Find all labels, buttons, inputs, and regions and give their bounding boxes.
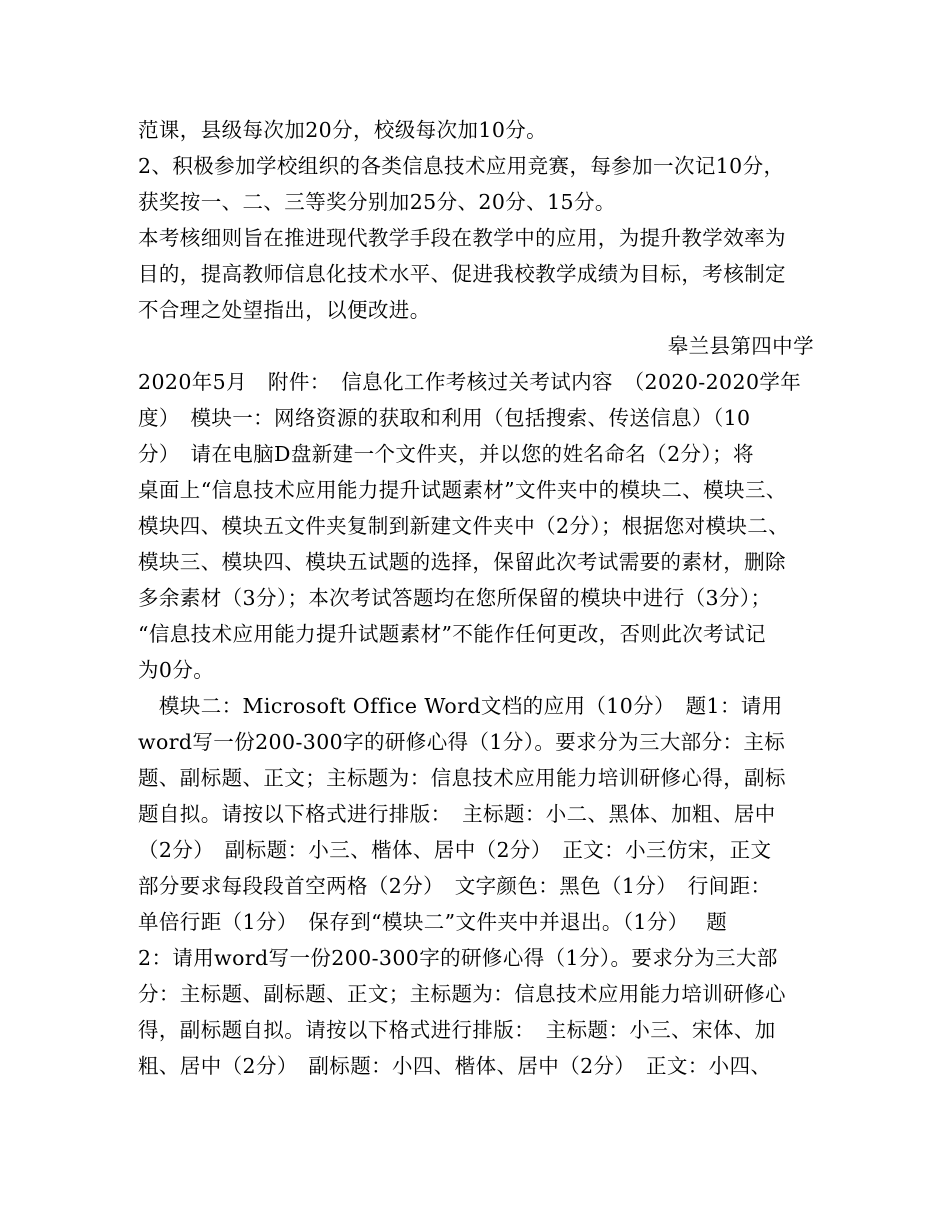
text-line: （2分） 副标题：小三、楷体、居中（2分） 正文：小三仿宋，正文 [138, 838, 772, 862]
text-line: 为0分。 [138, 658, 215, 682]
text-line: 单倍行距（1分） 保存到“模块二”文件夹中并退出。（1分） 题 [138, 910, 728, 934]
text-line: “信息技术应用能力提升试题素材”不能作任何更改，否则此次考试记 [138, 622, 766, 646]
text-line: word写一份200-300字的研修心得（1分）。要求分为三大部分：主标 [138, 730, 786, 754]
text-line: 部分要求每段段首空两格（2分） 文字颜色：黑色（1分） 行间距： [138, 874, 772, 898]
signature-school: 皋兰县第四中学 [667, 334, 814, 358]
document-page [138, 112, 814, 1084]
text-line: 2、积极参加学校组织的各类信息技术应用竞赛，每参加一次记10分， [138, 154, 785, 178]
text-line: 本考核细则旨在推进现代教学手段在教学中的应用，为提升教学效率为 [138, 226, 786, 250]
text-line: 题、副标题、正文；主标题为：信息技术应用能力培训研修心得，副标 [138, 766, 786, 790]
text-line: 题自拟。请按以下格式进行排版： 主标题：小二、黑体、加粗、居中 [138, 802, 776, 826]
text-line: 模块三、模块四、模块五试题的选择，保留此次考试需要的素材，删除 [138, 550, 786, 574]
text-line: 范课，县级每次加20分，校级每次加10分。 [138, 118, 548, 142]
text-line: 2020年5月 附件： 信息化工作考核过关考试内容 （2020-2020学年 [138, 370, 802, 394]
text-line: 获奖按一、二、三等奖分别加25分、20分、15分。 [138, 190, 616, 214]
text-line: 目的，提高教师信息化技术水平、促进我校教学成绩为目标，考核制定 [138, 262, 786, 286]
text-line: 度） 模块一：网络资源的获取和利用（包括搜索、传送信息）（10 [138, 406, 751, 430]
text-line: 2：请用word写一份200-300字的研修心得（1分）。要求分为三大部 [138, 946, 778, 970]
text-line: 多余素材（3分）；本次考试答题均在您所保留的模块中进行（3分）； [138, 586, 772, 610]
text-line: 桌面上“信息技术应用能力提升试题素材”文件夹中的模块二、模块三、 [138, 478, 787, 502]
text-line: 得，副标题自拟。请按以下格式进行排版： 主标题：小三、宋体、加 [138, 1018, 776, 1042]
text-line: 模块四、模块五文件夹复制到新建文件夹中（2分）；根据您对模块二、 [138, 514, 790, 538]
text-line: 分） 请在电脑D盘新建一个文件夹，并以您的姓名命名（2分）；将 [138, 442, 754, 466]
text-line: 不合理之处望指出，以便改进。 [138, 298, 431, 322]
text-line: 模块二：Microsoft Office Word文档的应用（10分） 题1：请用 [138, 694, 783, 718]
text-line: 粗、居中（2分） 副标题：小四、楷体、居中（2分） 正文：小四、 [138, 1054, 772, 1078]
text-line: 分：主标题、副标题、正文；主标题为：信息技术应用能力培训研修心 [138, 982, 786, 1006]
